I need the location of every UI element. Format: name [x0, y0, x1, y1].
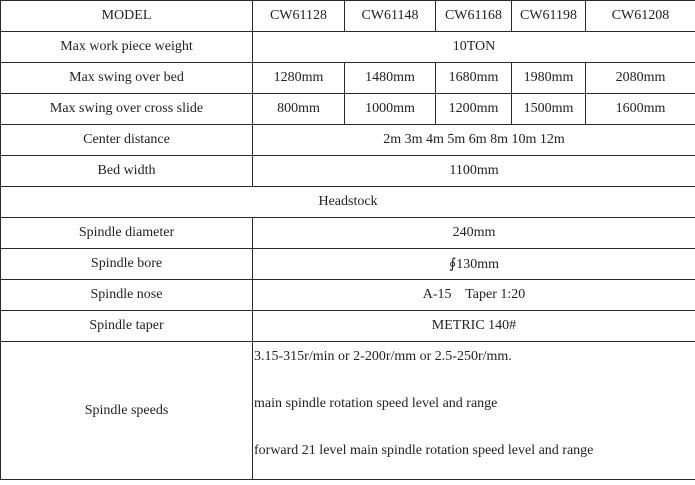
table-cell: 1600mm [586, 94, 695, 125]
model-cw61128: CW61128 [253, 1, 345, 32]
center-distance-row [1, 125, 695, 156]
swing-slide-row [1, 94, 695, 125]
speed-line: forward 21 level main spindle rotation speed level and range [254, 443, 594, 458]
header-row [1, 1, 695, 32]
model-header: MODEL [1, 1, 253, 32]
headstock-section-row [1, 187, 695, 218]
table-cell: 2080mm [586, 63, 695, 94]
table-cell: 1200mm [436, 94, 512, 125]
spindle-speeds-row [1, 342, 695, 480]
row-value: ∮130mm [253, 249, 695, 280]
bed-width-row [1, 156, 695, 187]
model-cw61168: CW61168 [436, 1, 512, 32]
spindle-bore-row [1, 249, 695, 280]
model-cw61208: CW61208 [586, 1, 695, 32]
model-cw61148: CW61148 [345, 1, 436, 32]
row-value: 2m 3m 4m 5m 6m 8m 10m 12m [253, 125, 695, 156]
table-cell: 1980mm [512, 63, 586, 94]
table-cell: 1280mm [253, 63, 345, 94]
row-label: Spindle nose [1, 280, 253, 311]
speed-line: 3.15-315r/min or 2-200r/mm or 2.5-250r/mm. [254, 349, 512, 364]
table-cell: 1000mm [345, 94, 436, 125]
row-value: METRIC 140# [253, 311, 695, 342]
table-cell: 1680mm [436, 63, 512, 94]
row-label: Bed width [1, 156, 253, 187]
row-label: Spindle speeds [1, 342, 253, 480]
table-cell: 800mm [253, 94, 345, 125]
table-cell: 1480mm [345, 63, 436, 94]
table-cell: 1500mm [512, 94, 586, 125]
row-value: 10TON [253, 32, 695, 63]
spindle-nose-row [1, 280, 695, 311]
row-value: 1100mm [253, 156, 695, 187]
row-label: Spindle taper [1, 311, 253, 342]
speed-line: main spindle rotation speed level and range [254, 396, 498, 411]
speeds-value-cell [253, 342, 695, 480]
row-value: 240mm [253, 218, 695, 249]
spindle-taper-row [1, 311, 695, 342]
row-label: Spindle bore [1, 249, 253, 280]
section-title: Headstock [1, 187, 695, 218]
spindle-diameter-row [1, 218, 695, 249]
row-value: A-15 Taper 1:20 [253, 280, 695, 311]
row-label: Max swing over cross slide [1, 94, 253, 125]
row-label: Max work piece weight [1, 32, 253, 63]
row-label: Spindle diameter [1, 218, 253, 249]
row-label: Max swing over bed [1, 63, 253, 94]
swing-bed-row [1, 63, 695, 94]
row-label: Center distance [1, 125, 253, 156]
max-weight-row [1, 32, 695, 63]
model-cw61198: CW61198 [512, 1, 586, 32]
